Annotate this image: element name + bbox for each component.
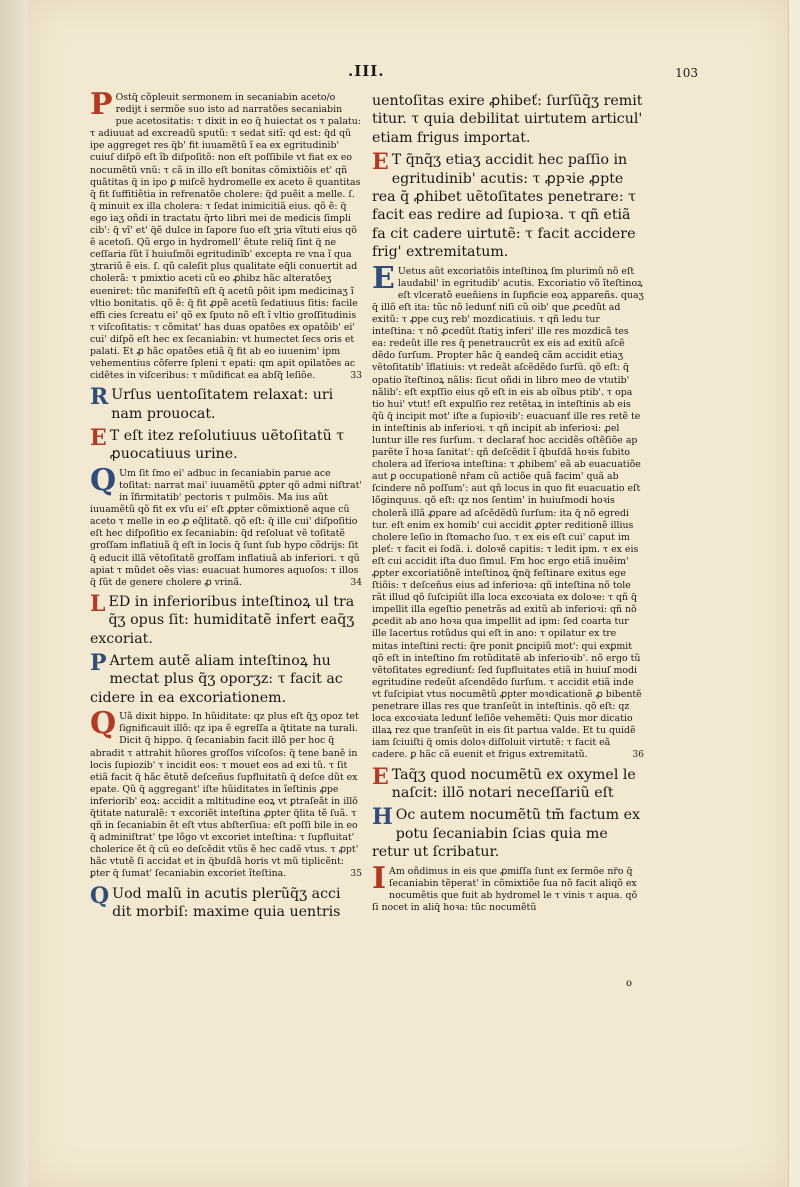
drop-initial: I <box>372 860 387 896</box>
text-heading-passage <box>372 763 644 803</box>
passage-text: Urſus uentoſitatem relaxat: uri nam prouocat. <box>111 387 334 422</box>
passage-text: Um ſit ſmo ei' adbuc in ſecaniabin parue ace toſitat: narrat mai' iuuamẽtũ ꝓpter qõ admi niſtrat' in ĩfirmitatib' pectoris τ pulmõis. Ma ius aũt iuuamẽtũ qõ fit ex vſu ei' eſt ꝓpter cõmixtionẽ aque cũ aceto τ melle in eo ꝓ eq̃litatẽ. qõ eſt: q̃ ille cui' diſpoſitio eſt hec diſpoſitio ex ſecaniabin: q̃d reſoluat vẽ toſitatẽ groſſam inflatiuã q̃ eſt in locis q̃ ſunt ſub hypo cõdrijs: ſit q̃ educit illã vẽtoſitatẽ groſſam inflatiuã ab inferiori. τ qũ apiat τ mũdet oẽs vias: euacuat humores aquoſos: τ illos q̃ ſũt de genere cholere ꝓ vrinã. <box>90 467 362 588</box>
drop-initial: E <box>372 149 389 176</box>
text-commentary-passage <box>90 87 362 382</box>
text-commentary-passage <box>90 706 362 880</box>
text-heading-passage <box>90 652 362 707</box>
passage-text: ED in inferioribus inteſtinoꝝ ul tra q̃ʒ opus ſit: humiditatẽ infert eaq̃ʒ excoriat. <box>90 593 355 647</box>
drop-initial: R <box>90 384 109 411</box>
drop-initial: E <box>90 425 107 452</box>
text-heading-passage <box>90 386 362 423</box>
drop-initial: E <box>372 763 389 790</box>
passage-text: Artem autẽ aliam inteſtinoꝝ hu mectat plus q̃ʒ oporʒz: τ facit ac cidere in ea excoriationem. <box>90 653 343 706</box>
passage-text: Taq̃ʒ quod nocumẽtũ ex oxymel le naſcit: illõ notari neceſſariũ eſt <box>391 766 636 801</box>
passage-text: T eſt itez reſolutiuus uẽtoſitatũ τ ꝓuocatiuus urine. <box>109 428 345 463</box>
drop-initial: L <box>90 590 106 617</box>
drop-initial: P <box>90 87 113 122</box>
passage-text: uentoſitas exire ꝓhibeť: ſurſũq̃ʒ remit titur. τ quia debilitat uirtutem articul' etiam frigus importat. <box>372 93 643 146</box>
text-heading-passage <box>372 92 644 147</box>
text-heading-passage <box>90 590 362 648</box>
passage-text: Ostq̃ cõpleuit sermonem in secaniabin aceto/o redijt i sermõe suo isto ad narratões secaniabin pue acetositatis: τ dixit in eo q̃ huiectat os τ palatu: τ adiuuat ad excreadũ sputũ: τ sedat sitĩ: qd est: q̃d qũ ipe aggreget res q̃b' fit iuuamẽtũ ĩ ea ex egritudinib' cuiuſ diſpõ eſt ĩb diſpoſitõ: non eſt poſſibile vt fiat ex eo nocumẽtũ vnũ: τ cã in illo eſt bonitas cõmixtiõis et' qñ quãtitas q̃ in ipo ꝑ miſcẽ hydromelle ex aceto ẽ quantitas q̃ fit ſuffitiẽtia in refrenatõe cholere: q̃d puẽit a melle. ſ. q̃ minuit ex illa cholera: τ ſedat inimicitiã eius. qõ ẽ: q̃ ego iaʒ oñdi in tractatu q̃rto libri mei de medicis ſimpli cib': q̃ vĩ' et' q̃ẽ dulce in ſapore ſuo eſt ʒria vĩtuti eius qõ ẽ acetoſi. Qũ ergo in hydromell' ẽtute reliq̃ ſint q̃ ne ceſſaria ſũt ĩ huiuſmõi egritudinĩb' excepta re vna ĩ qua ʒtrariũ ẽ eis. ſ. qũ caleſit plus qualitate eq̃li conuertit ad cholerã: τ pmixtio aceti cũ eo ꝓhibz hãc alteratõeʒ eueniret: tũc manifeſtũ eſt q̃ acetũ põit ipm medicinaʒ ĩ vltio bonitatis. qõ ẽ: q̃ fit ꝓpẽ acetũ ſedatiuus ſitis: facile effi cies ſcreatu ei' qõ ex ſputo nõ eſt ĩ vltio groſſitudinis τ viſcoſitatis: τ cõmitat' has duas opatões ex opatõib' ei' cui' diſpõ eſt hec ex ſecaniabin: vt humectet ſecs oris et palati. Et ꝓ hãc opatões etiã q̃ fit ab eo iuuenim' ipm vehementius cõferre ſpleni τ epati: qm apit opilatões ac cidẽtes in viſceribus: τ mũdificat ea abſq̃ leſiõe. <box>90 92 361 382</box>
text-commentary-passage <box>372 260 644 762</box>
text-commentary-passage <box>90 462 362 589</box>
text-heading-passage <box>372 806 644 861</box>
right-column <box>372 92 644 914</box>
section-number: 34 <box>350 577 362 588</box>
folio-mark: .III. <box>348 62 385 80</box>
passage-text: Oc autem nocumẽtũ tm̃ factum ex potu ſecaniabin ſcias quia me retur ut ſcribatur. <box>372 807 641 861</box>
section-number: 36 <box>632 750 644 761</box>
text-heading-passage <box>372 151 644 261</box>
drop-initial: E <box>372 260 395 296</box>
passage-text: Uod malũ in acutis plerũq̃ʒ acci dit morbiſ: maxime quia uentris <box>112 885 341 920</box>
drop-initial: Q <box>90 462 117 498</box>
text-commentary-passage <box>372 860 644 914</box>
drop-initial: P <box>90 650 107 677</box>
drop-initial: Q <box>90 882 110 909</box>
page-gutter-shadow <box>0 0 28 1187</box>
page-number: 103 <box>675 66 698 80</box>
left-column <box>90 87 362 921</box>
section-number: 35 <box>350 869 362 880</box>
catchword: o <box>625 978 632 989</box>
passage-text: Uetus aũt excoriatõis inteſtinoꝝ ſm plurimũ nõ eſt laudabil' in egritudib' acutis. Excoriatio võ ĩteſtinoꝝ eſt vlceratõ eueñiens in ſupficie eoꝝ appareñs. quaʒ q̃ illõ eſt ita: tũc nõ ledunť niſi cũ oib' que ꝓcedũt ad exitũ: τ ꝓpe cuʒ reb' mozdicatiuis. τ qñ ledu tur inteſtina: τ nõ ꝓcedũt ſtatiʒ inferi' ille res mozdicã tes ea: redeũt ille res q̃ penetraucrũt ex eis ad exitũ aſcẽ dẽdo ſurſum. Propter hãc q̃ eandeq̃ cãm accidit etiaʒ vẽtoſitatib' ĩflatiuis: vt redeãt aſcẽdẽdo ſurſũ. qõ eſt: q̃ opatio ĩteſtinoꝝ nãlis: ſicut oñdi in libro meo de vtutib' nãlib': eſt expſſio eius qõ eſt in eis ab oĩbus ptib'. τ opa tio hui' vtut! eſt expulſio rez retẽtaꝝ in inteſtinis ab eis q̃ũ q̃ incipit mot' iſte a ſupioꝛib': euacuanť ille res retẽ te in inteſtinis ab inferioꝛi. τ qñ incipit ab inferioꝛi: ꝓel luntur ille res ſurſum. τ declarať hoc accidẽs oſtẽſiõe ap parẽte ĩ hoꝛa ſanitat': qñ deſcẽdit ĩ q̃buſdã hoꝛis ſubito cholera ad ĩferioꝛa inteſtina: τ ꝓhibem' eã ab euacuatiõe aut ꝑ occupationẽ nr̃am cũ actiõe quã facim' quã ab ſcindere nõ poſſum': aut qñ locus in quo fit euacuatio eſt lõginquus. qõ eſt: qz nos ſentim' in huiuſmodi hoꝛis cholerã illã ꝓpare ad aſcẽdẽdũ ſurſum: ita q̃ nõ egredi tur. eſt enim ex homib' cui accidit ꝓpter reditionẽ illius cholere leſio in ſtomacho ſuo. τ ex eis eſt cui' caput im pleť: τ facit ei ſodã. i. doloꝛẽ capitis: τ ledit ipm. τ ex eis eſt cui accidit iſta duo ſimul. Fm hoc ergo etiã inuẽim' ꝓpter excoriatiõnẽ inteſtinoꝝ q̃nq̃ feſtinare exitus ege ſtiõis: τ deſceñus eius ad inferioꝛa: qñ inteſtina nõ tole rãt illud qõ ſuſcipiũt illa loca excoꝛiata ex doloꝛe: τ qñ q̃ impellit illa egeſtio penetrãs ad exitũ ab inferioꝛi: qñ nõ ꝓcedit ab ano hoꝛa qua impellit ad ipm: ſed coarta tur ille lacertus rotũdus qui eſt in ano: τ opilatur ex tre mitas inteſtini recti: q̃re ponit ꝑncipiũ mot': qui exꝑmit qõ eſt in inteſtino ſm rotũditatẽ ab inferioꝛib'. nõ ergo tũ vẽtoſitates egrediunť: ſed ſupfluitates etiã in huiuſ modi egritudine redeũt aſcendẽdo ſurſum. τ accidit etiã inde vt ſuſcipiat vtus nocumẽtũ ꝓpter moꝛdicationẽ ꝓ bibentẽ penetrare illas res que tranſeũt in inteſtinis. qõ eſt: qz loca excoꝛiata ledunť leſiõe vehemẽti: Quis mor dicatio illaꝝ rez que tranſeũt in eis ſit partua valde. Et tu quidẽ iam ſciuiſti q̃ omis doloꝛ diſſoluit virtutẽ: τ facit eã cadere. ꝑ hãc cã euenit et frigus extremitatũ. <box>372 265 644 761</box>
drop-initial: H <box>372 804 393 831</box>
section-number: 33 <box>350 371 362 382</box>
text-heading-passage <box>90 427 362 464</box>
text-heading-passage <box>90 882 362 922</box>
passage-text: Am oñdimus in eis que ꝓmiſſa ſunt ex ſermõe nr̃o q̃ ſecaniabin tẽperat' in cõmixtiõe ſua nõ facit aliqõ ex nocumẽtis que fuit ab hydromel le τ vinis τ aqua. qõ ſi nocet in aliq̃ hoꝛa: tũc nocumẽtũ <box>372 865 638 913</box>
passage-text: Uã dixit hippo. In hũiditate: qz plus eſt q̃ʒ opoz tet ſignificauit illõ: qz ipa ẽ egreſſa a q̃titate na turali. Dicit q̃ hippo. q̃ ſecaniabin facit illõ per hoc q̃ abradit τ attrahit hũores groſſos viſcoſos: q̃ tene banẽ in locis ſupiozib' τ incidit eos: τ mouet eos ad exi tũ. τ ſit etiã facit q̃ hãc ẽtutẽ deſceñus ſupfluitatũ q̃ deſce dũt ex epate. Qũ q̃ aggregant' iſte hũiditates in ĩeſtinis ꝓpe inferiorib' eoꝝ: accidit a mltitudine eoꝝ vt ꝑtraſeãt in illõ q̃titate naturalẽ: τ excoriẽt inteſtina ꝓpter q̃lita tẽ ſuã. τ qñ in ſecaniabin ẽt eſt vtus abſterſiua: eſt poſſi bile in eo q̃ adminiſtrat' tpe lõgo vt excoriet inteſtina: τ ſupfluitat' cholerice ẽt q̃ cũ eo deſcẽdit vtũs ẽ hec cadẽ vtus. τ ꝓpt' hãc vtutẽ ſi accidat et in q̃buſdã horis vt mũ tiplicẽnt: ꝑter q̃ ſumat' ſecaniabin excoriet ĩteſtina. <box>90 711 359 880</box>
drop-initial: Q <box>90 706 117 742</box>
passage-text: T q̃nq̃ʒ etiaʒ accidit hec paſſio in egritudinib' acutis: τ ꝓpꝛie ꝓpte rea q̃ ꝓhibet uẽtoſitates penetrare: τ facit eas redire ad ſupioꝛa. τ qñ etiã fa cit cadere uirtutẽ: τ facit accidere frig' extremitatum. <box>372 152 636 261</box>
